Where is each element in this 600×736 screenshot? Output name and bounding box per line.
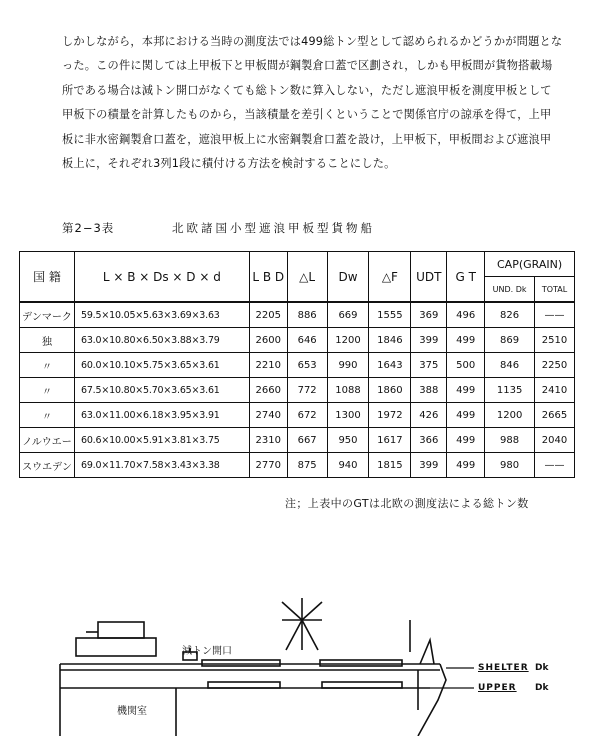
header-capacity: CAP(GRAIN) xyxy=(485,252,575,277)
header-lbd: L B D xyxy=(249,252,287,303)
cell-cap-total: —— xyxy=(535,302,575,328)
mast-stay xyxy=(282,602,302,620)
table-row xyxy=(20,353,575,378)
cell-dw: 990 xyxy=(327,353,369,378)
cell-df: 1972 xyxy=(369,403,411,428)
cell-udt: 375 xyxy=(411,353,447,378)
cell-lbd: 2310 xyxy=(249,428,287,453)
cell-gt: 499 xyxy=(447,403,485,428)
cell-dims: 69.0×11.70×7.58×3.43×3.38 xyxy=(74,453,249,478)
cell-gt: 496 xyxy=(447,302,485,328)
mast-stay xyxy=(302,602,322,620)
header-country: 国 籍 xyxy=(20,252,75,303)
table-row xyxy=(20,403,575,428)
cell-udt: 388 xyxy=(411,378,447,403)
cell-lbd: 2205 xyxy=(249,302,287,328)
table-title: 北欧諸国小型遮浪甲板型貨物船 xyxy=(172,221,375,235)
header-udt: UDT xyxy=(411,252,447,303)
cell-cap-und: 988 xyxy=(485,428,535,453)
ship-spec-table xyxy=(19,251,575,478)
paragraph-line: 甲板下の積量を計算したものから，当該積量を差引くということで関係官庁の諒承を得て，上甲 xyxy=(62,108,552,122)
cell-cap-und: 846 xyxy=(485,353,535,378)
cell-cap-total: 2410 xyxy=(535,378,575,403)
table-number: 第2−3表 xyxy=(62,221,115,235)
cell-udt: 399 xyxy=(411,453,447,478)
cell-lbd: 2740 xyxy=(249,403,287,428)
cell-dw: 669 xyxy=(327,302,369,328)
bow-curve xyxy=(418,664,446,736)
table-row xyxy=(20,328,575,353)
cell-df: 1617 xyxy=(369,428,411,453)
paragraph-line: 板上に，それぞれ3列1段に積付ける方法を検討することにした。 xyxy=(62,157,396,171)
cell-df: 1815 xyxy=(369,453,411,478)
cell-gt: 499 xyxy=(447,378,485,403)
cell-dl: 772 xyxy=(287,378,327,403)
cell-dw: 940 xyxy=(327,453,369,478)
mast-rig xyxy=(302,620,318,650)
paragraph-line: 板に非水密鋼製倉口蓋を，遮浪甲板上に水密鋼製倉口蓋を設け，上甲板下，甲板間および遮浪甲 xyxy=(62,132,552,146)
header-full-displacement: △F xyxy=(369,252,411,303)
cell-udt: 369 xyxy=(411,302,447,328)
cell-dl: 672 xyxy=(287,403,327,428)
paragraph-line: 所である場合は減トン開口がなくても総トン数に算入しない，ただし遮浪甲板を測度甲板として xyxy=(62,83,552,97)
cell-dl: 875 xyxy=(287,453,327,478)
upper-deck-label: UPPER xyxy=(478,683,517,693)
cell-cap-und: 826 xyxy=(485,302,535,328)
cell-dl: 653 xyxy=(287,353,327,378)
cell-cap-und: 1135 xyxy=(485,378,535,403)
cell-cap-total: 2665 xyxy=(535,403,575,428)
hatch-cover xyxy=(202,660,280,666)
cell-df: 1860 xyxy=(369,378,411,403)
cell-dims: 59.5×10.05×5.63×3.69×3.63 xyxy=(74,302,249,328)
cell-cap-und: 1200 xyxy=(485,403,535,428)
upper-hatch xyxy=(322,682,402,688)
cell-cap-total: 2510 xyxy=(535,328,575,353)
table-row xyxy=(20,378,575,403)
cell-lbd: 2660 xyxy=(249,378,287,403)
cell-country: デンマーク xyxy=(20,302,75,328)
cell-country: 独 xyxy=(20,328,75,353)
shelter-dk-label: Dk xyxy=(535,663,549,673)
table-row xyxy=(20,428,575,453)
cell-gt: 499 xyxy=(447,328,485,353)
cell-dims: 63.0×10.80×6.50×3.88×3.79 xyxy=(74,328,249,353)
cell-dl: 667 xyxy=(287,428,327,453)
cell-df: 1555 xyxy=(369,302,411,328)
header-cap-under-deck: UND. Dk xyxy=(485,277,535,303)
cell-cap-total: 2040 xyxy=(535,428,575,453)
cell-country: 〃 xyxy=(20,353,75,378)
header-dimensions: L × B × Ds × D × d xyxy=(74,252,249,303)
bridge-deck xyxy=(98,622,144,638)
table-row xyxy=(20,302,575,328)
cell-dw: 1088 xyxy=(327,378,369,403)
cell-country: スウエデン xyxy=(20,453,75,478)
cell-dims: 60.0×10.10×5.75×3.65×3.61 xyxy=(74,353,249,378)
cell-gt: 500 xyxy=(447,353,485,378)
cell-country: 〃 xyxy=(20,378,75,403)
paragraph-line: しかしながら，本邦における当時の測度法では499総トン型として認められるかどうかが問題とな xyxy=(62,35,563,48)
cell-df: 1643 xyxy=(369,353,411,378)
cell-dims: 67.5×10.80×5.70×3.65×3.61 xyxy=(74,378,249,403)
superstructure xyxy=(76,638,156,656)
cell-cap-total: —— xyxy=(535,453,575,478)
cell-cap-und: 869 xyxy=(485,328,535,353)
cell-dl: 646 xyxy=(287,328,327,353)
cell-gt: 499 xyxy=(447,453,485,478)
vent-opening-label: 減トン開口 xyxy=(182,646,232,657)
table-row xyxy=(20,453,575,478)
cell-udt: 366 xyxy=(411,428,447,453)
upper-hatch xyxy=(208,682,280,688)
hatch-cover xyxy=(320,660,402,666)
cell-dims: 63.0×11.00×6.18×3.95×3.91 xyxy=(74,403,249,428)
cell-country: 〃 xyxy=(20,403,75,428)
cell-country: ノルウエー xyxy=(20,428,75,453)
mast-rig xyxy=(286,620,302,650)
header-light-displacement: △L xyxy=(287,252,327,303)
cell-df: 1846 xyxy=(369,328,411,353)
header-deadweight: Dw xyxy=(327,252,369,303)
cell-dw: 950 xyxy=(327,428,369,453)
table-note: 注；上表中のGTは北欧の測度法による総トン数 xyxy=(285,497,529,510)
header-cap-total: TOTAL xyxy=(535,277,575,303)
cell-dl: 886 xyxy=(287,302,327,328)
cell-lbd: 2600 xyxy=(249,328,287,353)
cell-cap-total: 2250 xyxy=(535,353,575,378)
body-paragraph xyxy=(62,30,562,176)
shelter-deck-label: SHELTER xyxy=(478,663,529,673)
cell-lbd: 2210 xyxy=(249,353,287,378)
header-gt: G T xyxy=(447,252,485,303)
cell-udt: 426 xyxy=(411,403,447,428)
bow-top xyxy=(420,640,434,664)
cell-dims: 60.6×10.00×5.91×3.81×3.75 xyxy=(74,428,249,453)
paragraph-line: った。この件に関しては上甲板下と甲板間が鋼製倉口蓋で区劃され，しかも甲板間が貨物搭載場 xyxy=(62,59,553,73)
cell-dw: 1300 xyxy=(327,403,369,428)
cell-lbd: 2770 xyxy=(249,453,287,478)
upper-dk-label: Dk xyxy=(535,683,549,693)
cell-dw: 1200 xyxy=(327,328,369,353)
cell-udt: 399 xyxy=(411,328,447,353)
cell-cap-und: 980 xyxy=(485,453,535,478)
cell-gt: 499 xyxy=(447,428,485,453)
ship-profile-diagram xyxy=(0,580,600,736)
engine-room-label: 機関室 xyxy=(117,706,147,717)
